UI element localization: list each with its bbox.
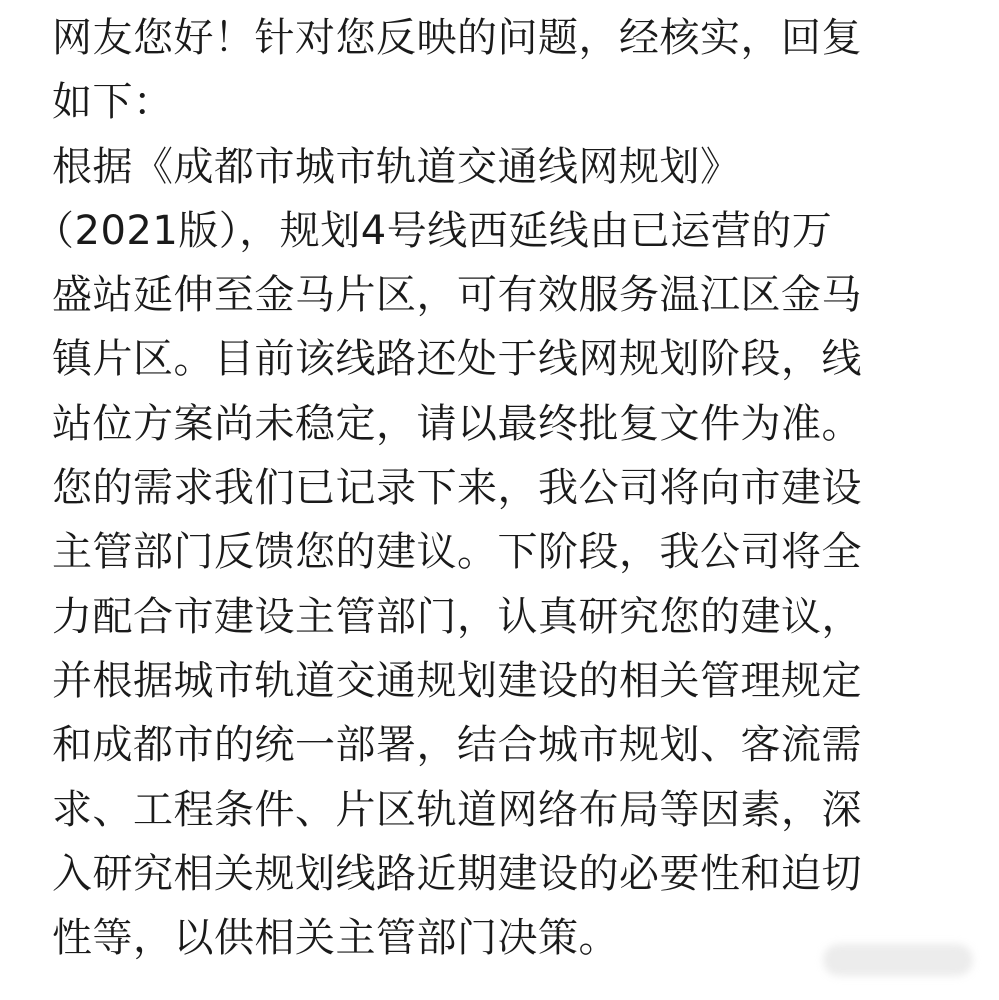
reply-line-7: 站位方案尚未稳定，请以最终批复文件为准。 xyxy=(52,400,862,447)
reply-line-8: 您的需求我们已记录下来，我公司将向市建设 xyxy=(52,465,862,512)
reply-line-5: 盛站延伸至金马片区，可有效服务温江区金马 xyxy=(52,272,862,319)
blurred-watermark xyxy=(823,944,973,976)
reply-line-10: 力配合市建设主管部门，认真研究您的建议， xyxy=(52,593,862,640)
reply-line-2: 如下： xyxy=(52,79,174,126)
reply-line-13: 求、工程条件、片区轨道网络布局等因素，深 xyxy=(52,786,862,833)
reply-line-3: 根据《成都市城市轨道交通线网规划》 xyxy=(52,143,741,190)
reply-line-12: 和成都市的统一部署，结合城市规划、客流需 xyxy=(52,722,862,769)
reply-line-15: 性等，以供相关主管部门决策。 xyxy=(52,915,619,962)
reply-line-4: （2021版），规划4号线西延线由已运营的万 xyxy=(34,207,833,254)
reply-text-block xyxy=(34,6,952,970)
reply-line-9: 主管部门反馈您的建议。下阶段，我公司将全 xyxy=(52,529,862,576)
reply-line-1: 网友您好！针对您反映的问题，经核实，回复 xyxy=(52,15,862,61)
reply-line-14: 入研究相关规划线路近期建设的必要性和迫切 xyxy=(52,850,862,897)
reply-line-6: 镇片区。目前该线路还处于线网规划阶段，线 xyxy=(52,336,862,383)
reply-line-11: 并根据城市轨道交通规划建设的相关管理规定 xyxy=(52,657,862,704)
